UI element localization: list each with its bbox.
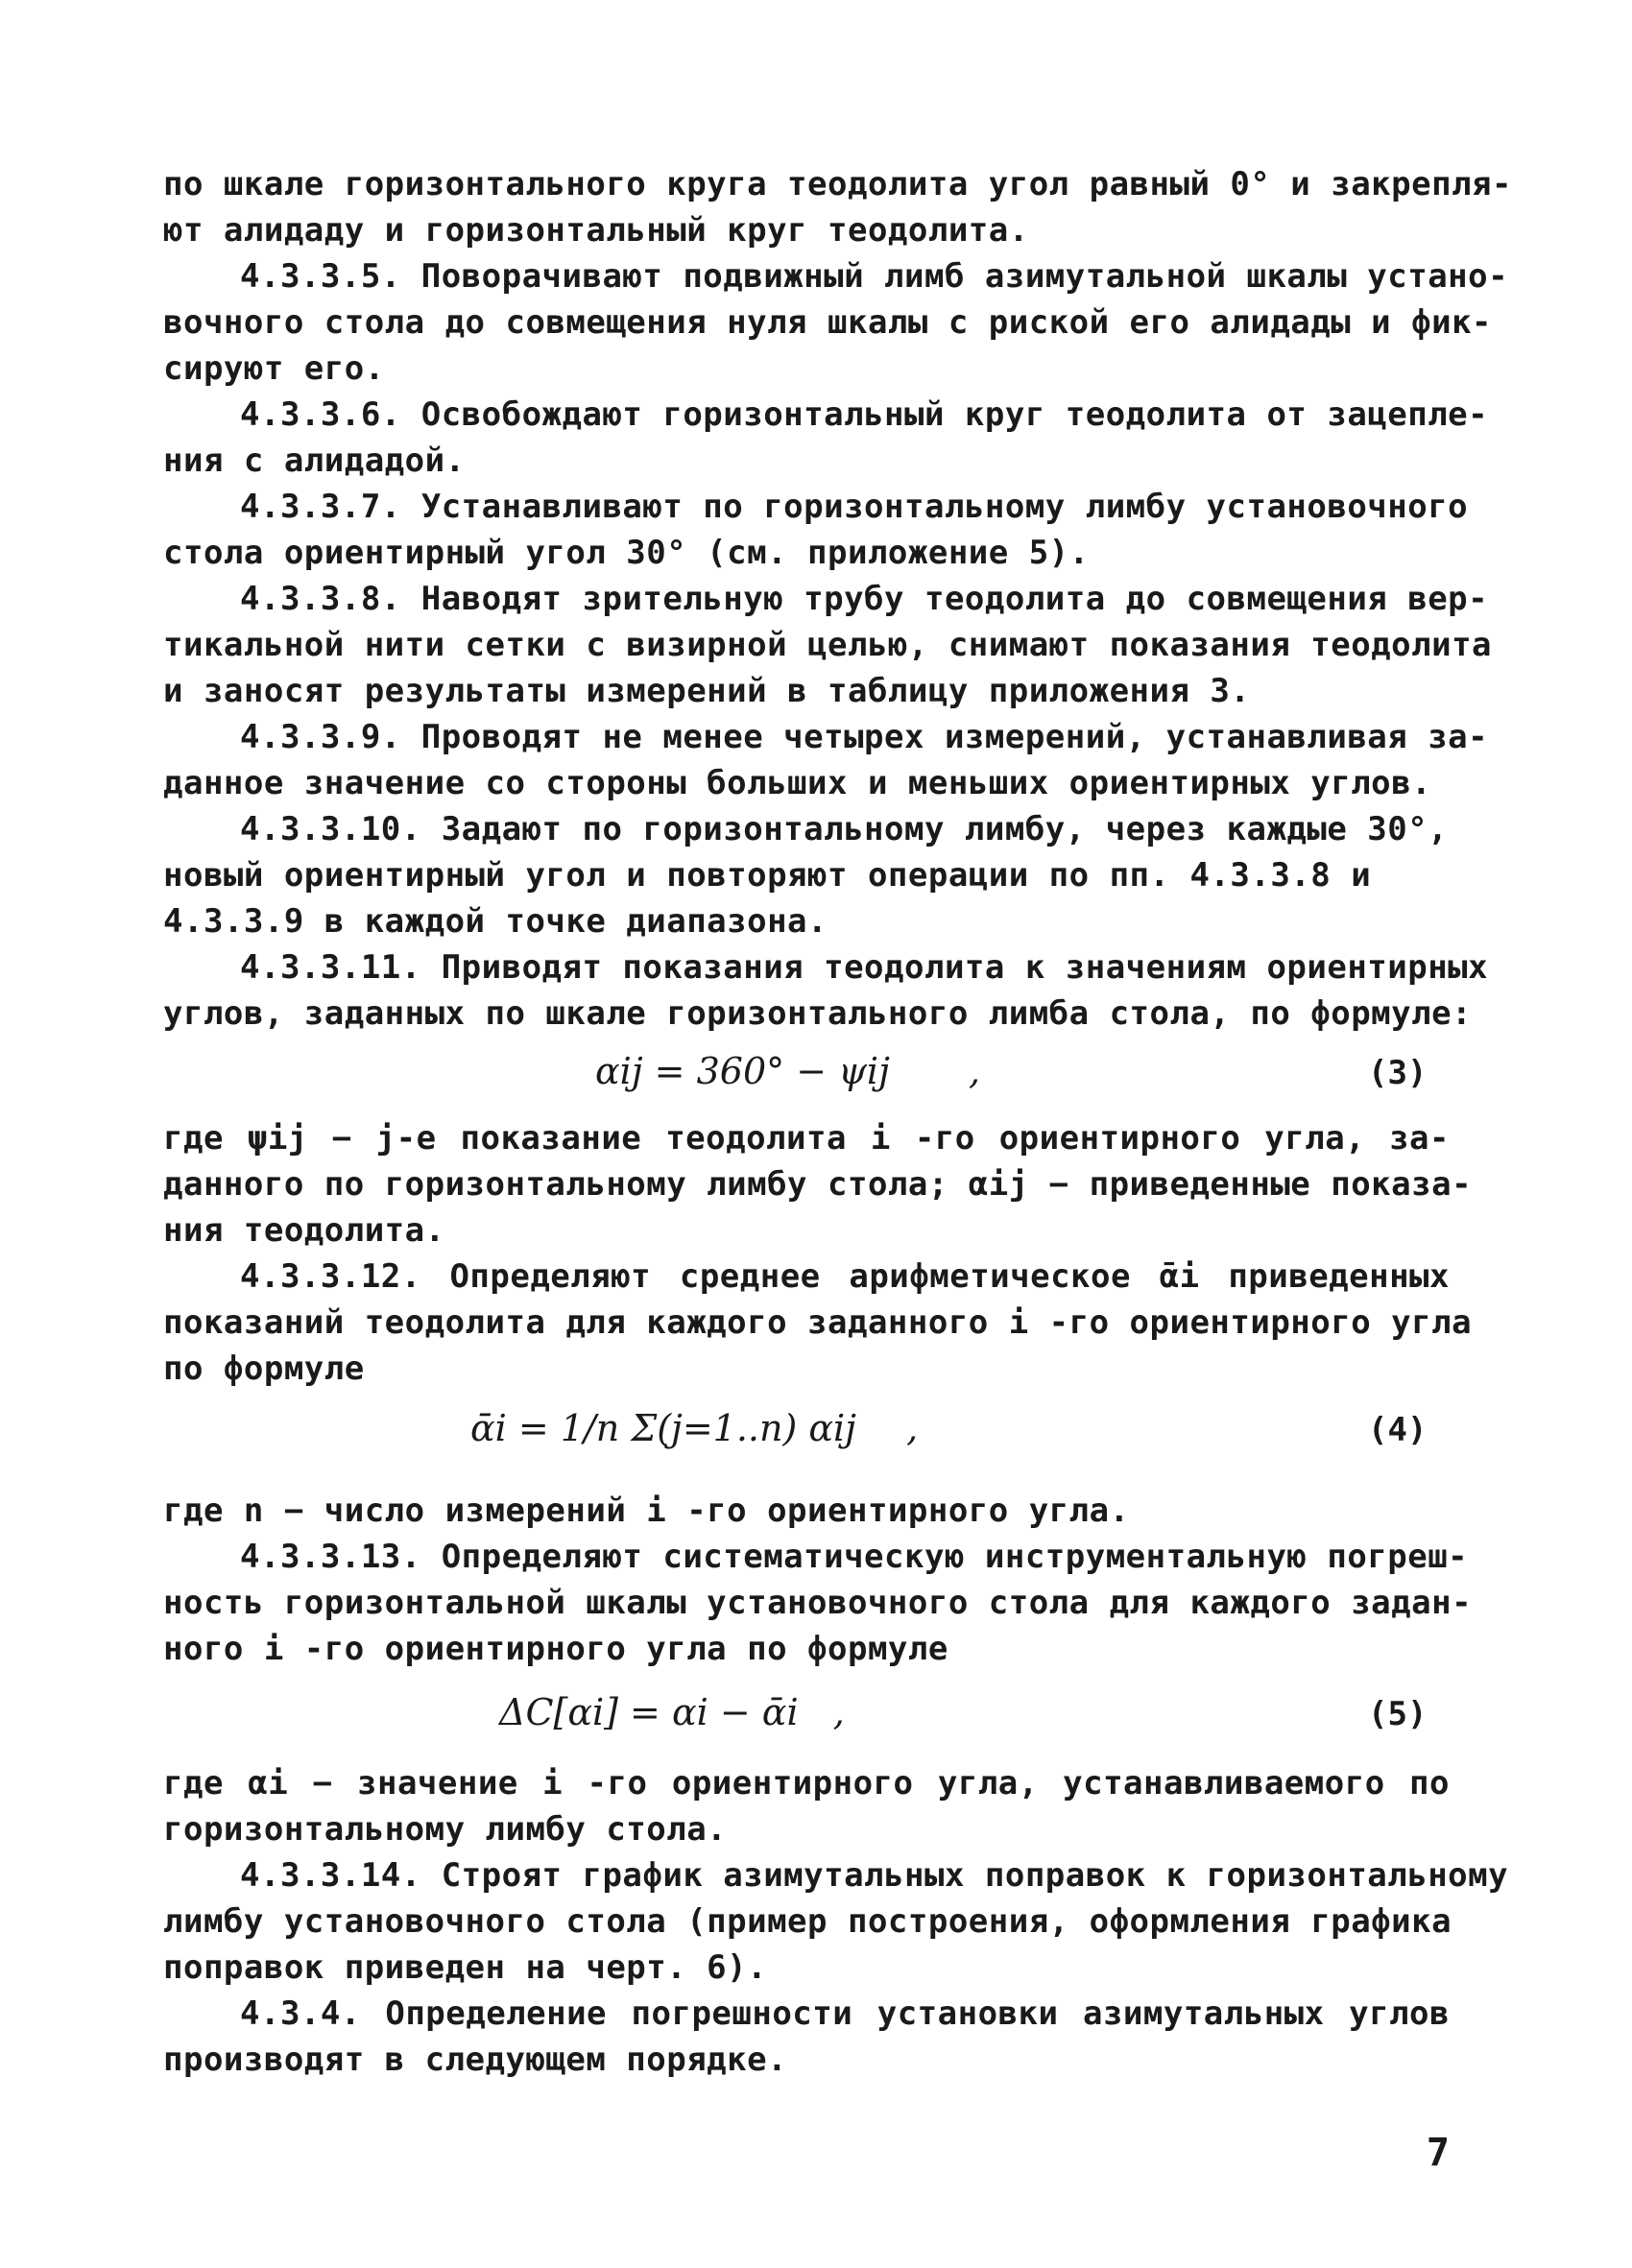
formula-4-text: ᾱi = 1/n Σ(j=1..n) αij bbox=[470, 1407, 856, 1449]
text-line: новый ориентирный угол и повторяют операции по пп. 4.3.3.8 и bbox=[163, 856, 1372, 895]
text-line: 4.3.3.7. Устанавливают по горизонтальному лимбу установочного bbox=[240, 488, 1469, 526]
text-line: 4.3.3.6. Освобождают горизонтальный круг теодолита от зацепле- bbox=[240, 395, 1489, 434]
formula-3-text: αij = 360° − ψij bbox=[595, 1050, 890, 1092]
text-line: и заносят результаты измерений в таблицу приложения 3. bbox=[163, 672, 1251, 710]
formula-4 bbox=[470, 1403, 918, 1453]
text-line: 4.3.3.9. Проводят не менее четырех измерений, устанавливая за- bbox=[240, 718, 1489, 756]
text-line: ют алидаду и горизонтальный круг теодолита. bbox=[163, 211, 1029, 250]
text-line: показаний теодолита для каждого заданного i -го ориентирного угла bbox=[163, 1303, 1473, 1342]
text-line: где n − число измерений i -го ориентирного угла. bbox=[163, 1492, 1130, 1530]
text-line: 4.3.4. Определение погрешности установки азимутальных углов bbox=[240, 1994, 1450, 2033]
text-line: ность горизонтальной шкалы установочного стола для каждого задан- bbox=[163, 1584, 1473, 1622]
text-line: горизонтальному лимбу стола. bbox=[163, 1810, 728, 1849]
equation-number-4: (4) bbox=[1368, 1411, 1428, 1449]
text-line: ния с алидадой. bbox=[163, 442, 466, 480]
equation-number-3: (3) bbox=[1368, 1054, 1428, 1092]
text-line: 4.3.3.12. Определяют среднее арифметическое ᾱi приведенных bbox=[240, 1257, 1450, 1296]
text-line: 4.3.3.10. Задают по горизонтальному лимбу, через каждые 30°, bbox=[240, 810, 1449, 848]
text-line: где ψij − j-е показание теодолита i -го ориентирного угла, за- bbox=[163, 1119, 1450, 1158]
text-line: 4.3.3.5. Поворачивают подвижный лимб азимутальной шкалы устано- bbox=[240, 257, 1509, 296]
text-line: 4.3.3.11. Приводят показания теодолита к значениям ориентирных bbox=[240, 948, 1489, 987]
formula-4-separator: , bbox=[906, 1407, 919, 1449]
formula-5-text: ΔC[αi] = αi − ᾱi bbox=[499, 1691, 799, 1733]
text-line: данного по горизонтальному лимбу стола; αij − приведенные показа- bbox=[163, 1165, 1473, 1204]
text-line: по шкале горизонтального круга теодолита угол равный 0° и закрепля- bbox=[163, 165, 1512, 203]
text-line: где αi − значение i -го ориентирного угла, устанавливаемого по bbox=[163, 1764, 1450, 1802]
text-line: поправок приведен на черт. 6). bbox=[163, 1948, 768, 1987]
text-line: стола ориентирный угол 30° (см. приложение 5). bbox=[163, 534, 1090, 572]
text-line: 4.3.3.8. Наводят зрительную трубу теодолита до совмещения вер- bbox=[240, 580, 1489, 618]
text-line: ного i -го ориентирного угла по формуле bbox=[163, 1630, 948, 1668]
text-line: ния теодолита. bbox=[163, 1211, 445, 1250]
text-line: углов, заданных по шкале горизонтального лимба стола, по формуле: bbox=[163, 994, 1473, 1033]
formula-3 bbox=[595, 1046, 980, 1096]
equation-number-5: (5) bbox=[1368, 1695, 1428, 1733]
text-line: лимбу установочного стола (пример построения, оформления графика bbox=[163, 1902, 1452, 1941]
text-line: 4.3.3.9 в каждой точке диапазона. bbox=[163, 902, 828, 941]
formula-5 bbox=[499, 1687, 845, 1737]
text-line: вочного стола до совмещения нуля шкалы с риской его алидады и фик- bbox=[163, 303, 1493, 342]
formula-3-separator: , bbox=[968, 1050, 981, 1092]
formula-5-separator: , bbox=[832, 1691, 845, 1733]
text-line: данное значение со стороны больших и меньших ориентирных углов. bbox=[163, 764, 1432, 802]
text-line: 4.3.3.14. Строят график азимутальных поправок к горизонтальному bbox=[240, 1856, 1509, 1895]
text-line: по формуле bbox=[163, 1349, 365, 1388]
text-line: сируют его. bbox=[163, 349, 385, 388]
text-line: производят в следующем порядке. bbox=[163, 2041, 788, 2079]
page-number: 7 bbox=[1426, 2131, 1450, 2175]
text-line: 4.3.3.13. Определяют систематическую инструментальную погреш- bbox=[240, 1538, 1469, 1576]
text-line: тикальной нити сетки с визирной целью, снимают показания теодолита bbox=[163, 626, 1493, 664]
